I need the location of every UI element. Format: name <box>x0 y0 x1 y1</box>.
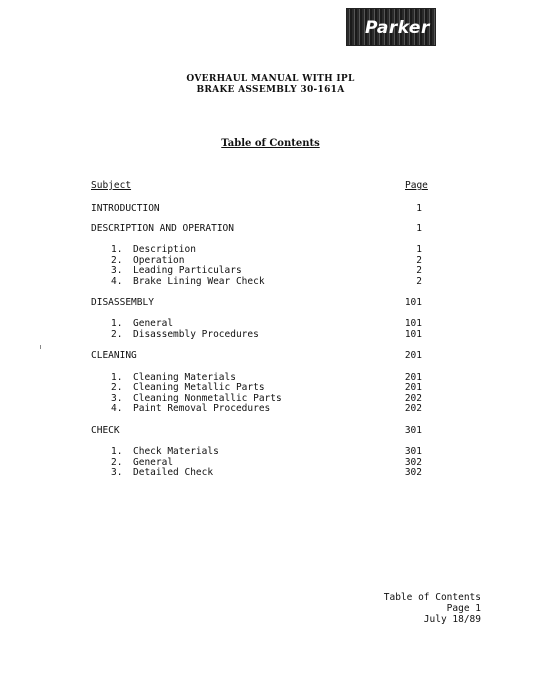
toc-entry-label: Leading Particulars <box>133 265 242 276</box>
page-footer <box>384 592 481 625</box>
toc-section <box>0 350 541 362</box>
toc-entry-page: 101 <box>404 297 422 308</box>
toc-entry-label: Disassembly Procedures <box>133 329 259 340</box>
toc-entry-label: Paint Removal Procedures <box>133 403 271 414</box>
toc-entry-page: 2 <box>416 276 422 287</box>
toc-entry-page: 301 <box>404 446 422 457</box>
toc-entry-label: CHECK <box>91 425 120 436</box>
toc-entry-label: Cleaning Materials <box>133 372 236 383</box>
toc-item-number: 1. <box>111 244 123 255</box>
toc-entry-label: DISASSEMBLY <box>91 297 154 308</box>
toc-entry-page: 1 <box>416 203 422 214</box>
toc-item-number: 1. <box>111 446 123 457</box>
toc-entry-page: 2 <box>416 265 422 276</box>
logo-text: Parker <box>365 18 430 38</box>
parker-logo <box>346 8 436 46</box>
toc-heading: Table of Contents <box>221 138 320 149</box>
toc-entry-page: 2 <box>416 255 422 266</box>
footer-page-number: Page 1 <box>446 603 481 614</box>
footer-date: July 18/89 <box>423 614 481 625</box>
toc-entry-label: CLEANING <box>91 350 137 361</box>
toc-entry-page: 302 <box>404 467 422 478</box>
page-column-header: Page <box>405 180 428 191</box>
toc-entry-label: INTRODUCTION <box>91 203 160 214</box>
toc-entry-label: General <box>133 457 174 468</box>
toc-section <box>0 297 541 309</box>
toc-item-number: 1. <box>111 372 123 383</box>
toc-entry-label: General <box>133 318 174 329</box>
toc-entry-label: DESCRIPTION AND OPERATION <box>91 223 234 234</box>
toc-entry-label: Cleaning Metallic Parts <box>133 382 265 393</box>
toc-item-number: 4. <box>111 403 123 414</box>
scan-speck <box>40 345 41 349</box>
toc-entry-page: 201 <box>404 372 422 383</box>
toc-entry-page: 202 <box>404 403 422 414</box>
toc-section <box>0 425 541 437</box>
toc-item-number: 3. <box>111 467 123 478</box>
toc-entry-page: 301 <box>404 425 422 436</box>
manual-title: OVERHAUL MANUAL WITH IPL <box>186 74 355 84</box>
toc-entry-page: 201 <box>404 350 422 361</box>
toc-entry-label: Check Materials <box>133 446 219 457</box>
footer-section: Table of Contents <box>383 592 481 603</box>
toc-entry-page: 202 <box>404 393 422 404</box>
toc-item-number: 3. <box>111 393 123 404</box>
toc-item <box>0 329 541 341</box>
toc-entry-page: 1 <box>416 223 422 234</box>
subject-column-header: Subject <box>91 180 132 191</box>
toc-section <box>0 203 541 215</box>
toc-item-number: 2. <box>111 457 123 468</box>
toc-entry-page: 101 <box>404 318 422 329</box>
toc-item <box>0 467 541 479</box>
toc-section <box>0 223 541 235</box>
toc-entry-label: Description <box>133 244 196 255</box>
toc-item <box>0 403 541 415</box>
toc-item-number: 4. <box>111 276 123 287</box>
toc-item <box>0 276 541 288</box>
assembly-title: BRAKE ASSEMBLY 30-161A <box>196 85 345 95</box>
toc-entry-page: 302 <box>404 457 422 468</box>
toc-entry-label: Brake Lining Wear Check <box>133 276 265 287</box>
toc-entry-page: 101 <box>404 329 422 340</box>
toc-entry-label: Cleaning Nonmetallic Parts <box>133 393 282 404</box>
toc-entry-label: Detailed Check <box>133 467 214 478</box>
toc-item-number: 2. <box>111 255 123 266</box>
toc-entry-page: 201 <box>404 382 422 393</box>
toc-item-number: 1. <box>111 318 123 329</box>
toc-item-number: 3. <box>111 265 123 276</box>
toc-entry-label: Operation <box>133 255 185 266</box>
toc-item-number: 2. <box>111 382 123 393</box>
toc-entry-page: 1 <box>416 244 422 255</box>
toc-item-number: 2. <box>111 329 123 340</box>
